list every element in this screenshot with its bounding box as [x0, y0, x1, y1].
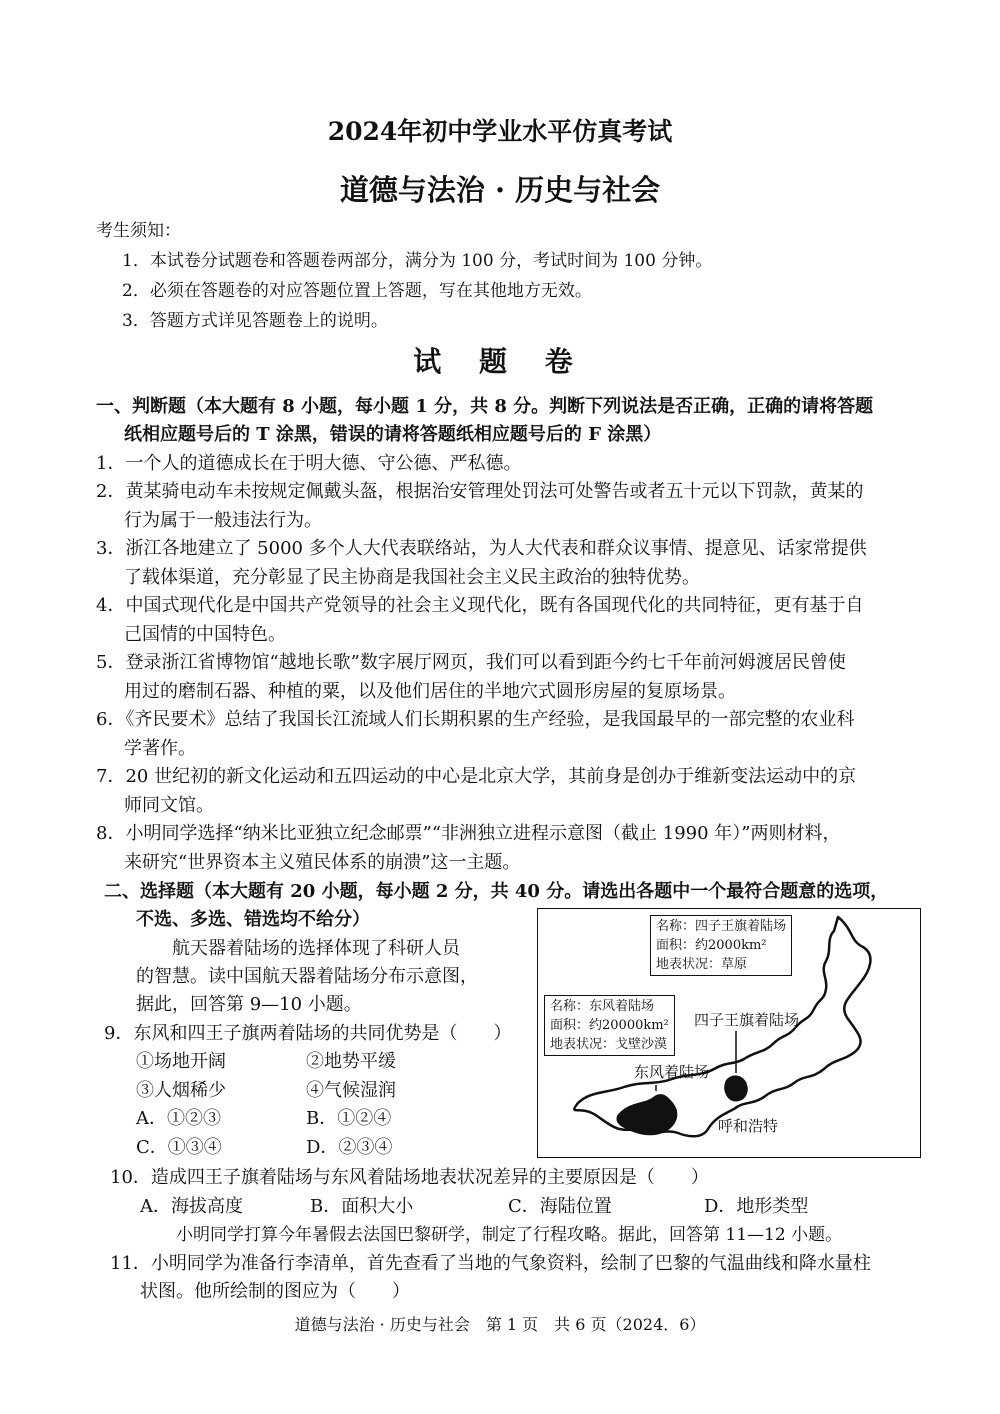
judge-question-4: 4．中国式现代化是中国共产党领导的社会主义现代化，既有各国现代化的共同特征，更有基于自 [96, 595, 864, 616]
judge-question-2: 2．黄某骑电动车未按规定佩戴头盔，根据治安管理处罚法可处警告或者五十元以下罚款，黄某的 [96, 481, 864, 502]
intro-text-2: 小明同学打算今年暑假去法国巴黎研学，制定了行程攻略。据此，回答第 11—12 小题。 [176, 1225, 843, 1245]
section2-heading: 二、选择题（本大题有 20 小题，每小题 2 分，共 40 分。请选出各题中一个最符合题意的选项， [104, 881, 889, 902]
q9-option-a: A．①②③ [136, 1108, 221, 1129]
intro-text: 据此，回答第 9—10 小题。 [136, 994, 362, 1015]
judge-question-3-cont: 了载体渠道，充分彰显了民主协商是我国社会主义民主政治的独特优势。 [124, 567, 700, 588]
siziwang-area: 面积：约2000km² [656, 938, 767, 953]
judge-question-1: 1．一个人的道德成长在于明大德、守公德、严私德。 [96, 453, 522, 474]
judge-question-5-cont: 用过的磨制石器、种植的粟，以及他们居住的半地穴式圆形房屋的复原场景。 [124, 681, 736, 702]
landing-site-map [537, 908, 921, 1158]
judge-question-3: 3．浙江各地建立了 5000 多个人大代表联络站，为人大代表和群众议事情、提意见、话家常提供 [96, 538, 867, 559]
q9-option-c: C．①③④ [136, 1137, 222, 1158]
siziwang-label: 四子王旗着陆场 [694, 1011, 800, 1029]
siziwang-surface: 地表状况：草原 [656, 957, 748, 972]
q10-option-a: A．海拔高度 [140, 1196, 243, 1217]
note-item: 2．必须在答题卷的对应答题位置上答题，写在其他地方无效。 [122, 281, 592, 301]
q9-item: ①场地开阔 [136, 1051, 226, 1072]
dongfeng-area: 面积：约20000km² [550, 1018, 669, 1033]
question-11-stem: 11．小明同学为准备行李清单，首先查看了当地的气象资料，绘制了巴黎的气温曲线和降水量柱 [110, 1253, 871, 1274]
q9-item: ④气候湿润 [306, 1080, 396, 1101]
judge-question-7-cont: 师同文馆。 [124, 795, 214, 816]
dongfeng-label: 东风着陆场 [634, 1063, 710, 1081]
intro-text: 的智慧。读中国航天器着陆场分布示意图， [136, 966, 478, 987]
exam-title: 2024年初中学业水平仿真考试 [327, 117, 673, 146]
intro-text: 航天器着陆场的选择体现了科研人员 [172, 938, 460, 959]
siziwang-info-box [650, 915, 792, 976]
question-10-stem: 10．造成四王子旗着陆场与东风着陆场地表状况差异的主要原因是（ ） [110, 1167, 709, 1188]
q9-option-b: B．①②④ [306, 1108, 392, 1129]
dongfeng-name: 名称：东风着陆场 [550, 999, 655, 1014]
note-item: 1．本试卷分试题卷和答题卷两部分，满分为 100 分，考试时间为 100 分钟。 [122, 251, 713, 271]
q10-option-b: B．面积大小 [310, 1196, 414, 1217]
hohhot-label: 呼和浩特 [718, 1117, 779, 1135]
q9-item: ③人烟稀少 [136, 1080, 226, 1101]
judge-question-6-cont: 学著作。 [124, 738, 196, 759]
q10-option-c: C．海陆位置 [508, 1196, 612, 1217]
judge-question-4-cont: 己国情的中国特色。 [124, 624, 286, 645]
paper-title: 试 题 卷 [413, 345, 587, 378]
siziwang-name: 名称：四子王旗着陆场 [656, 919, 787, 934]
section2-heading-cont: 不选、多选、错选均不给分） [136, 909, 370, 930]
judge-question-5: 5．登录浙江省博物馆“越地长歌”数字展厅网页，我们可以看到距今约七千年前河姆渡居民曾使 [96, 652, 846, 673]
question-11-stem-cont: 状图。他所绘制的图应为（ ） [140, 1281, 410, 1302]
note-item: 3．答题方式详见答题卷上的说明。 [122, 311, 388, 331]
q9-option-d: D．②③④ [306, 1137, 393, 1158]
dongfeng-info-box [544, 995, 675, 1056]
judge-question-6: 6．《齐民要术》总结了我国长江流域人们长期积累的生产经验，是我国最早的一部完整的农业科 [96, 709, 855, 730]
subject-title: 道德与法治 · 历史与社会 [339, 173, 661, 207]
siziwang-landing-area [725, 1076, 748, 1101]
judge-question-2-cont: 行为属于一般违法行为。 [124, 510, 322, 531]
judge-question-7: 7．20 世纪初的新文化运动和五四运动的中心是北京大学，其前身是创办于维新变法运动中的京 [96, 766, 857, 787]
page-footer: 道德与法治 · 历史与社会 第 1 页 共 6 页（2024．6） [294, 1315, 706, 1334]
question-9-stem: 9．东风和四王子旗两着陆场的共同优势是（ ） [104, 1023, 512, 1044]
notes-heading: 考生须知： [96, 221, 181, 241]
judge-question-8-cont: 来研究“世界资本主义殖民体系的崩溃”这一主题。 [124, 852, 521, 873]
dongfeng-surface: 地表状况：戈壁沙漠 [550, 1037, 668, 1052]
section1-heading: 一、判断题（本大题有 8 小题，每小题 1 分，共 8 分。判断下列说法是否正确，正确的请将答题 [96, 396, 874, 417]
dongfeng-landing-area [617, 1095, 677, 1135]
q9-item: ②地势平缓 [306, 1051, 396, 1072]
judge-question-8: 8．小明同学选择“纳米比亚独立纪念邮票”“非洲独立进程示意图（截止 1990 年）”两则材料， [96, 823, 841, 844]
q10-option-d: D．地形类型 [704, 1196, 809, 1217]
section1-heading-cont: 纸相应题号后的 T 涂黑，错误的请将答题纸相应题号后的 F 涂黑） [124, 424, 662, 445]
